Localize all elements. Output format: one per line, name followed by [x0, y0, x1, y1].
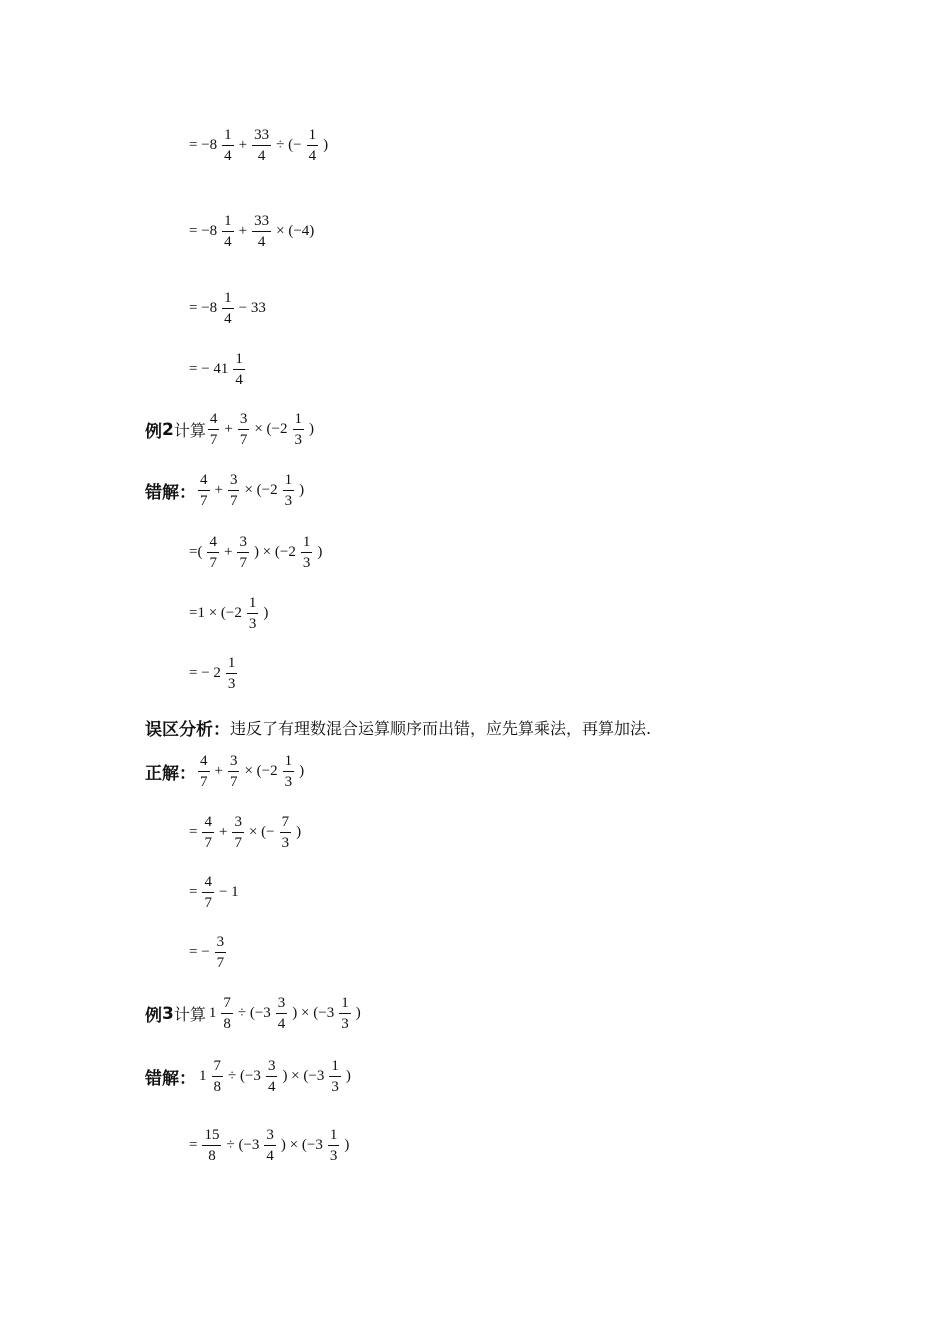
denominator: 8: [213, 1079, 221, 1095]
math-text: ) × (−3: [280, 1137, 323, 1153]
fraction: [252, 213, 271, 250]
math-text: = −8: [189, 223, 218, 239]
math-text: ): [263, 605, 269, 621]
math-expression: [186, 127, 331, 164]
fraction: [329, 1058, 341, 1095]
math-expression: [186, 213, 317, 250]
fraction: [226, 655, 238, 692]
fraction: [283, 472, 295, 509]
numerator: 4: [198, 753, 210, 772]
denominator: 3: [302, 555, 311, 571]
numerator: 33: [252, 127, 271, 146]
wrong-step-2-2: [186, 595, 271, 632]
denominator: 4: [308, 148, 317, 164]
math-text: ) × (−3: [282, 1068, 325, 1084]
fraction: [266, 1058, 278, 1095]
math-text: × (−4): [276, 223, 315, 239]
instruction-text: 计算: [173, 1005, 206, 1024]
fraction: [215, 934, 227, 971]
denominator: 7: [204, 895, 212, 911]
math-text: − 1: [218, 884, 239, 900]
denominator: 4: [224, 148, 232, 164]
math-text: =(: [189, 544, 203, 560]
numerator: 3: [215, 934, 227, 953]
denominator: 8: [208, 1148, 216, 1164]
math-text: = − 2: [189, 665, 221, 681]
denominator: 8: [223, 1016, 231, 1032]
numerator: 1: [301, 534, 313, 553]
correct-solution-2: [145, 753, 307, 790]
denominator: 4: [257, 148, 266, 164]
math-text: × (−2: [254, 421, 288, 437]
fraction: [222, 127, 234, 164]
math-text: =: [189, 884, 198, 900]
math-text: 1: [208, 1005, 217, 1021]
math-expression: [174, 995, 364, 1032]
example-3-heading: [145, 995, 364, 1032]
math-text: +: [238, 137, 248, 153]
numerator: 1: [328, 1127, 340, 1146]
numerator: 15: [202, 1127, 221, 1146]
denominator: 3: [284, 774, 293, 790]
math-text: +: [214, 482, 223, 498]
analysis-text: 违反了有理数混合运算顺序而出错，应先算乘法，再算加法.: [230, 719, 652, 738]
numerator: 3: [228, 753, 240, 772]
denominator: 7: [200, 774, 208, 790]
denominator: 3: [227, 676, 236, 692]
numerator: 1: [222, 127, 234, 146]
math-text: × (−2: [244, 482, 278, 498]
math-text: +: [224, 421, 233, 437]
math-text: =1 × (−2: [189, 605, 242, 621]
step-line-3: [186, 290, 269, 327]
correct-step-2-2: [186, 874, 242, 911]
fraction: [276, 995, 288, 1032]
step-line-1: [186, 127, 331, 164]
fraction: [280, 814, 292, 851]
fraction: [233, 351, 245, 388]
math-text: =: [189, 824, 198, 840]
denominator: 7: [209, 432, 218, 448]
math-text: × (−2: [244, 763, 278, 779]
denominator: 4: [267, 1079, 276, 1095]
math-expression: [186, 814, 304, 851]
math-text: +: [238, 223, 248, 239]
denominator: 4: [235, 372, 243, 388]
fraction: [202, 814, 214, 851]
numerator: 4: [202, 874, 214, 893]
wrong-step-3-1: [186, 1127, 352, 1164]
denominator: 4: [277, 1016, 286, 1032]
denominator: 3: [341, 1016, 349, 1032]
numerator: 3: [232, 814, 244, 833]
denominator: 7: [204, 835, 212, 851]
numerator: 1: [222, 213, 234, 232]
line-label: 误区分析：: [145, 720, 230, 740]
math-text: ÷ (−3: [226, 1137, 260, 1153]
denominator: 7: [239, 555, 247, 571]
denominator: 3: [248, 616, 257, 632]
correct-step-2-3: [186, 934, 228, 971]
numerator: 1: [307, 127, 319, 146]
math-expression: [186, 290, 269, 327]
denominator: 7: [209, 555, 217, 571]
math-text: 1: [199, 1068, 207, 1084]
denominator: 7: [216, 955, 225, 971]
numerator: 7: [280, 814, 292, 833]
math-text: × (−: [248, 824, 275, 840]
math-text: +: [218, 824, 228, 840]
denominator: 3: [331, 1079, 339, 1095]
step-line-4: [186, 351, 247, 388]
math-text: = −: [189, 944, 210, 960]
denominator: 7: [229, 493, 238, 509]
denominator: 4: [224, 311, 232, 327]
math-text: ): [323, 137, 329, 153]
math-text: ): [355, 1005, 361, 1021]
numerator: 1: [293, 411, 305, 430]
fraction: [264, 1127, 276, 1164]
numerator: 4: [198, 472, 210, 491]
fraction: [207, 534, 219, 571]
math-text: = −8: [189, 137, 218, 153]
math-text: ): [345, 1068, 351, 1084]
fraction: [238, 411, 250, 448]
math-expression: [186, 595, 271, 632]
line-label: 正解：: [145, 764, 196, 784]
denominator: 4: [224, 234, 232, 250]
example-number: 3: [162, 1003, 174, 1024]
numerator: 1: [329, 1058, 341, 1077]
wrong-solution-2: [145, 472, 307, 509]
fraction: [222, 213, 234, 250]
fraction: [228, 472, 240, 509]
fraction: [252, 127, 271, 164]
wrong-step-2-3: [186, 655, 239, 692]
math-expression: [174, 411, 317, 448]
numerator: 1: [222, 290, 234, 309]
math-expression: [186, 934, 228, 971]
fraction: [198, 753, 210, 790]
instruction-text: 计算: [173, 421, 206, 440]
denominator: 3: [329, 1148, 338, 1164]
numerator: 1: [233, 351, 245, 370]
numerator: 1: [247, 595, 259, 614]
numerator: 33: [252, 213, 271, 232]
numerator: 1: [283, 472, 295, 491]
math-text: ): [299, 482, 305, 498]
math-text: ) × (−3: [292, 1005, 335, 1021]
math-expression: [196, 1058, 354, 1095]
numerator: 3: [238, 411, 250, 430]
math-text: +: [223, 544, 233, 560]
step-line-2: [186, 213, 317, 250]
numerator: 3: [228, 472, 240, 491]
fraction: [212, 1058, 224, 1095]
denominator: 3: [284, 493, 293, 509]
fraction: [339, 995, 351, 1032]
math-text: ) × (−2: [253, 544, 296, 560]
math-text: ÷ (−3: [228, 1068, 261, 1084]
math-expression: [196, 472, 307, 509]
fraction: [301, 534, 313, 571]
numerator: 4: [207, 534, 219, 553]
numerator: 7: [212, 1058, 224, 1077]
math-text: ÷ (−: [276, 137, 302, 153]
math-text: = −8: [189, 300, 218, 316]
denominator: 4: [257, 234, 266, 250]
fraction: [198, 472, 210, 509]
denominator: 7: [229, 774, 238, 790]
error-analysis: [145, 715, 651, 740]
fraction: [307, 127, 319, 164]
math-text: ÷ (−3: [237, 1005, 271, 1021]
denominator: 7: [234, 835, 242, 851]
numerator: 7: [221, 995, 233, 1014]
fraction: [293, 411, 305, 448]
fraction: [222, 290, 234, 327]
fraction: [221, 995, 233, 1032]
wrong-solution-3: [145, 1058, 354, 1095]
math-text: ): [299, 763, 305, 779]
math-text: ): [309, 421, 314, 437]
fraction: [328, 1127, 340, 1164]
fraction: [202, 874, 214, 911]
math-text: +: [214, 763, 223, 779]
math-expression: [186, 1127, 352, 1164]
math-text: ): [344, 1137, 350, 1153]
numerator: 3: [264, 1127, 276, 1146]
math-expression: [186, 655, 239, 692]
math-expression: [186, 534, 325, 571]
fraction: [237, 534, 249, 571]
denominator: 4: [266, 1148, 274, 1164]
math-text: ): [317, 544, 323, 560]
numerator: 4: [202, 814, 214, 833]
math-text: ): [296, 824, 302, 840]
denominator: 3: [281, 835, 290, 851]
math-text: − 33: [238, 300, 266, 316]
numerator: 3: [276, 995, 288, 1014]
denominator: 3: [294, 432, 302, 448]
math-expression: [186, 874, 242, 911]
example-number: 2: [162, 419, 174, 440]
numerator: 1: [283, 753, 295, 772]
math-text: = − 41: [189, 361, 229, 377]
wrong-step-2-1: [186, 534, 325, 571]
numerator: 4: [208, 411, 220, 430]
numerator: 1: [339, 995, 351, 1014]
correct-step-2-1: [186, 814, 304, 851]
fraction: [202, 1127, 221, 1164]
denominator: 7: [200, 493, 208, 509]
denominator: 7: [239, 432, 248, 448]
line-label: 错解：: [145, 1069, 196, 1089]
example-2-heading: [145, 411, 317, 448]
fraction: [247, 595, 259, 632]
line-label: 例: [145, 422, 162, 442]
math-expression: [196, 753, 307, 790]
fraction: [232, 814, 244, 851]
fraction: [283, 753, 295, 790]
numerator: 3: [237, 534, 249, 553]
fraction: [228, 753, 240, 790]
numerator: 1: [226, 655, 238, 674]
fraction: [208, 411, 220, 448]
line-label: 例: [145, 1006, 162, 1026]
line-label: 错解：: [145, 483, 196, 503]
math-expression: [186, 351, 247, 388]
math-text: =: [189, 1137, 198, 1153]
numerator: 3: [266, 1058, 278, 1077]
